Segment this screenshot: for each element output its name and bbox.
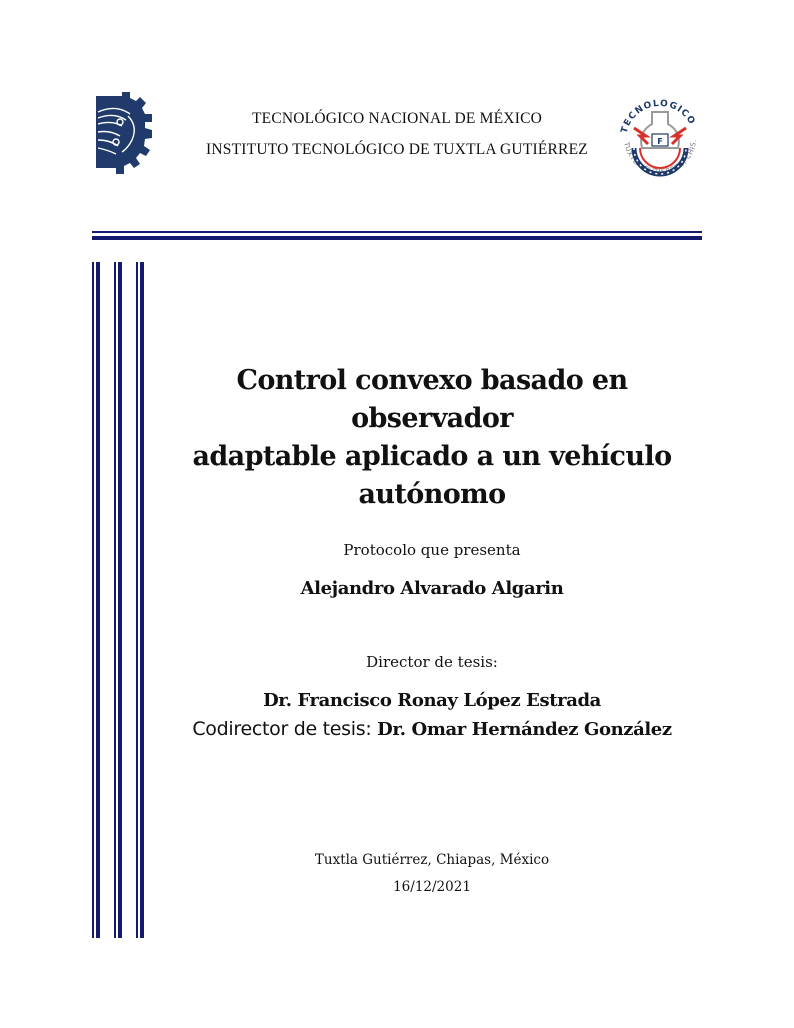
header-rule-thin xyxy=(92,231,702,233)
header-line-1: TECNOLÓGICO NACIONAL DE MÉXICO xyxy=(252,110,542,127)
svg-text:F: F xyxy=(657,137,663,146)
director-name: Dr. Francisco Ronay López Estrada xyxy=(263,690,601,711)
presented-by-label: Protocolo que presenta xyxy=(343,541,521,559)
place: Tuxtla Gutiérrez, Chiapas, México xyxy=(314,852,550,868)
title-line-1: Control convexo basado en observador xyxy=(236,365,628,434)
gear-eagle-icon xyxy=(92,92,152,176)
header-rule-thick xyxy=(92,236,702,240)
svg-text:TUXTLA GUTIERREZ, CHIS.: TUXTLA GUTIERREZ, CHIS. xyxy=(622,138,698,177)
codirector-label: Codirector de tesis: xyxy=(192,718,378,740)
tecnm-logo xyxy=(92,92,152,176)
side-bar-thick-1 xyxy=(96,262,100,938)
svg-text:TECNOLOGICO: TECNOLOGICO xyxy=(619,98,697,135)
ittg-seal-logo xyxy=(612,88,708,184)
side-bar-thick-3 xyxy=(140,262,144,938)
title-line-2: adaptable aplicado a un vehículo xyxy=(192,441,672,472)
document-title xyxy=(160,362,704,514)
side-bar-thick-2 xyxy=(118,262,122,938)
title-line-3: autónomo xyxy=(358,479,506,510)
seal-icon xyxy=(612,88,708,184)
director-label: Director de tesis: xyxy=(366,653,498,671)
side-bar-thin-1 xyxy=(92,262,94,938)
author-name: Alejandro Alvarado Algarin xyxy=(300,578,564,599)
side-bar-thin-3 xyxy=(136,262,138,938)
side-bar-thin-2 xyxy=(114,262,116,938)
codirector-name: Dr. Omar Hernández González xyxy=(377,719,672,740)
header-line-2: INSTITUTO TECNOLÓGICO DE TUXTLA GUTIÉRREZ xyxy=(206,141,588,158)
date: 16/12/2021 xyxy=(393,879,471,895)
codirector-line xyxy=(160,718,704,740)
